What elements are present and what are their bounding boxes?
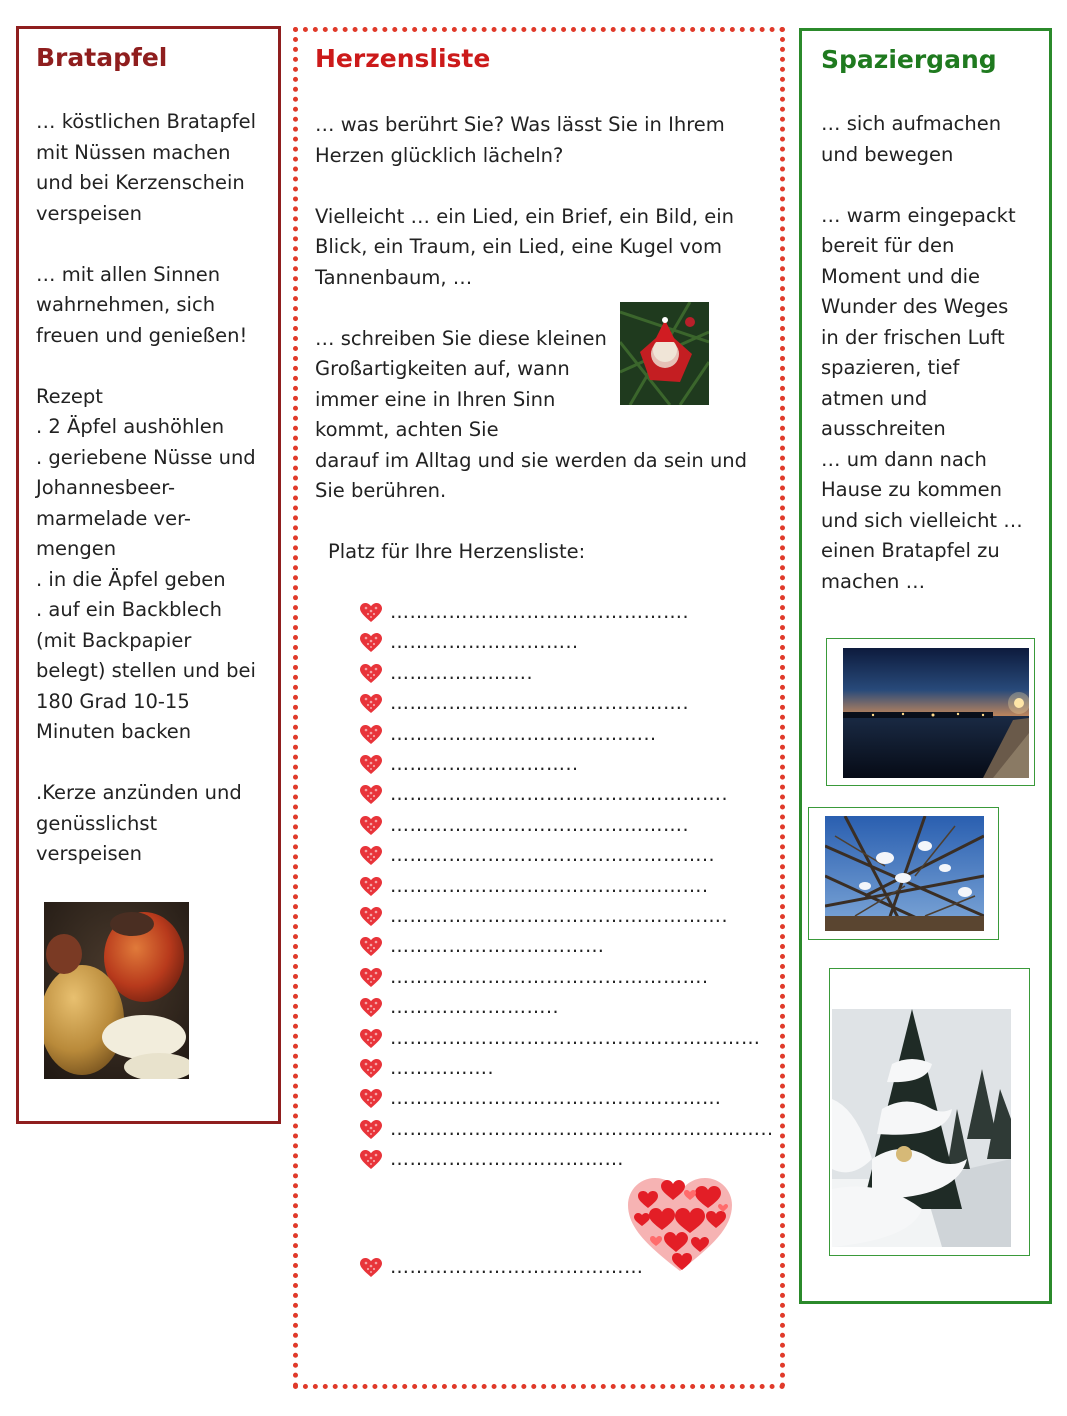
list-item-dots: …………………………………………….: [390, 905, 729, 927]
text-line: einen Bratapfel zu: [821, 539, 1000, 562]
text-line: … sich aufmachen: [821, 112, 1002, 135]
herzensliste-question: [315, 110, 780, 171]
text-line: ausschreiten: [821, 417, 946, 440]
text-line: belegt) stellen und bei: [36, 659, 256, 682]
list-item-dots: …………….: [390, 1057, 495, 1079]
big-heart-icon: [628, 1178, 732, 1273]
text-line: in der frischen Luft: [821, 325, 1005, 349]
heart-icon: [360, 1089, 382, 1109]
text-line: spazieren, tief: [821, 356, 960, 379]
list-item-dots: ………………………………: [390, 1148, 624, 1171]
text-line: … köstlichen Bratapfel: [36, 110, 257, 133]
heart-icon: [360, 816, 382, 836]
text-line: Sie berühren.: [315, 479, 447, 502]
snowy-tree-photo: [832, 1009, 1011, 1247]
text-line: … warm eingepackt: [821, 203, 1016, 227]
heart-icon: [360, 694, 382, 714]
bratapfel-recipe: [36, 382, 278, 748]
heart-icon: [360, 785, 382, 805]
text-line: … mit allen Sinnen: [36, 262, 221, 286]
text-line: Moment und die: [821, 264, 981, 288]
list-item-dots: …………………………………………………..: [390, 1117, 774, 1140]
list-item-dots: ………………………………………….: [390, 965, 709, 988]
text-line: mengen: [36, 537, 117, 560]
list-item-dots: ………………………………………….: [390, 874, 709, 897]
heart-icon: [360, 968, 382, 988]
heart-icon: [360, 1059, 382, 1079]
heart-icon: [360, 725, 382, 745]
heart-icon: [360, 937, 382, 957]
list-item-dots: ………………….: [390, 661, 534, 684]
bratapfel-intro: [36, 107, 278, 229]
spaziergang-intro: [821, 109, 1049, 170]
heart-icon: [360, 1258, 382, 1278]
bratapfel-title: Bratapfel: [36, 43, 168, 72]
text-line: verspeisen: [36, 201, 143, 225]
heart-icon: [360, 603, 382, 623]
text-line: darauf im Alltag und sie werden da sein und: [315, 448, 748, 472]
herzensliste-maybe: [315, 202, 780, 294]
list-item-dots: ……………………………………………: [390, 1087, 722, 1110]
spaziergang-walk: [821, 201, 1049, 598]
text-line: kommt, achten Sie: [315, 418, 499, 441]
text-line: Johannesbeer-: [36, 476, 176, 499]
text-line: und bewegen: [821, 142, 954, 166]
text-line: Minuten backen: [36, 720, 192, 743]
heart-icon: [360, 1120, 382, 1140]
pier-night-photo: [843, 648, 1029, 778]
heart-icon: [360, 907, 382, 927]
text-line: machen …: [821, 569, 926, 593]
text-line: verspeisen: [36, 842, 143, 865]
herzensliste-title: Herzensliste: [315, 44, 491, 73]
text-line: . geriebene Nüsse und: [36, 445, 256, 469]
text-line: Vielleicht … ein Lied, ein Brief, ein Bild, ein: [315, 204, 735, 228]
text-line: Blick, ein Traum, ein Lied, eine Kugel vom: [315, 235, 722, 258]
text-line: marmelade ver-: [36, 506, 191, 530]
text-line: Wunder des Weges: [821, 295, 1009, 318]
text-line: 180 Grad 10-15: [36, 689, 190, 713]
heart-icon: [360, 633, 382, 653]
text-line: . auf ein Backblech: [36, 598, 222, 621]
list-item-dots: ………………………..: [390, 753, 579, 775]
text-line: . 2 Äpfel aushöhlen: [36, 415, 225, 438]
list-item-dots: ……………………………………….: [390, 601, 690, 623]
text-line: und bei Kerzenschein: [36, 171, 245, 194]
heart-icon: [360, 877, 382, 897]
bratapfel-candle: [36, 778, 278, 870]
list-item-dots: ……………………………: [390, 935, 605, 958]
list-item-dots: …………………………………: [390, 1256, 644, 1278]
list-item-dots: ……………………………………….: [390, 692, 690, 715]
list-heading: Platz für Ihre Herzensliste:: [328, 540, 586, 563]
text-line: wahrnehmen, sich: [36, 293, 216, 316]
list-item-dots: ……………………..: [390, 996, 560, 1019]
text-line: Rezept: [36, 384, 103, 408]
text-line: immer eine in Ihren Sinn: [315, 387, 556, 411]
text-line: … was berührt Sie? Was lässt Sie in Ihrem: [315, 113, 725, 136]
list-item-dots: …………………………………………..: [390, 844, 716, 867]
heart-icon: [360, 846, 382, 866]
text-line: Herzen glücklich lächeln?: [315, 143, 564, 167]
text-line: freuen und genießen!: [36, 323, 248, 347]
text-line: bereit für den: [821, 234, 955, 257]
baked-apple-photo: [44, 902, 189, 1079]
snowy-branches-photo: [825, 816, 984, 931]
list-item-dots: …………………………………………………: [390, 1026, 761, 1049]
text-line: atmen und: [821, 386, 928, 410]
text-line: Großartigkeiten auf, wann: [315, 357, 570, 380]
heart-icon: [360, 1029, 382, 1049]
heart-icon: [360, 755, 382, 775]
text-line: und sich vielleicht …: [821, 508, 1023, 532]
spaziergang-title: Spaziergang: [821, 45, 997, 74]
list-item-dots: …………………………………………….: [390, 783, 729, 806]
text-line: … um dann nach: [821, 447, 987, 471]
heart-icon: [360, 664, 382, 684]
list-item-dots: ………………………..: [390, 631, 579, 654]
text-line: .Kerze anzünden und: [36, 781, 242, 804]
herzensliste-instructions: [315, 324, 780, 507]
text-line: Tannenbaum, …: [315, 265, 473, 289]
text-line: Hause zu kommen: [821, 478, 1002, 501]
ornament-angel-photo: [620, 302, 709, 405]
text-line: . in die Äpfel geben: [36, 567, 226, 591]
bratapfel-senses: [36, 260, 278, 352]
list-item-dots: ……………………………………….: [390, 813, 690, 836]
heart-icon: [360, 1150, 382, 1170]
text-line: mit Nüssen machen: [36, 140, 231, 164]
heart-icon: [360, 998, 382, 1018]
text-line: … schreiben Sie diese kleinen: [315, 326, 607, 350]
list-item-dots: …………………………………..: [390, 722, 657, 745]
text-line: (mit Backpapier: [36, 628, 192, 652]
text-line: genüsslichst: [36, 811, 158, 835]
